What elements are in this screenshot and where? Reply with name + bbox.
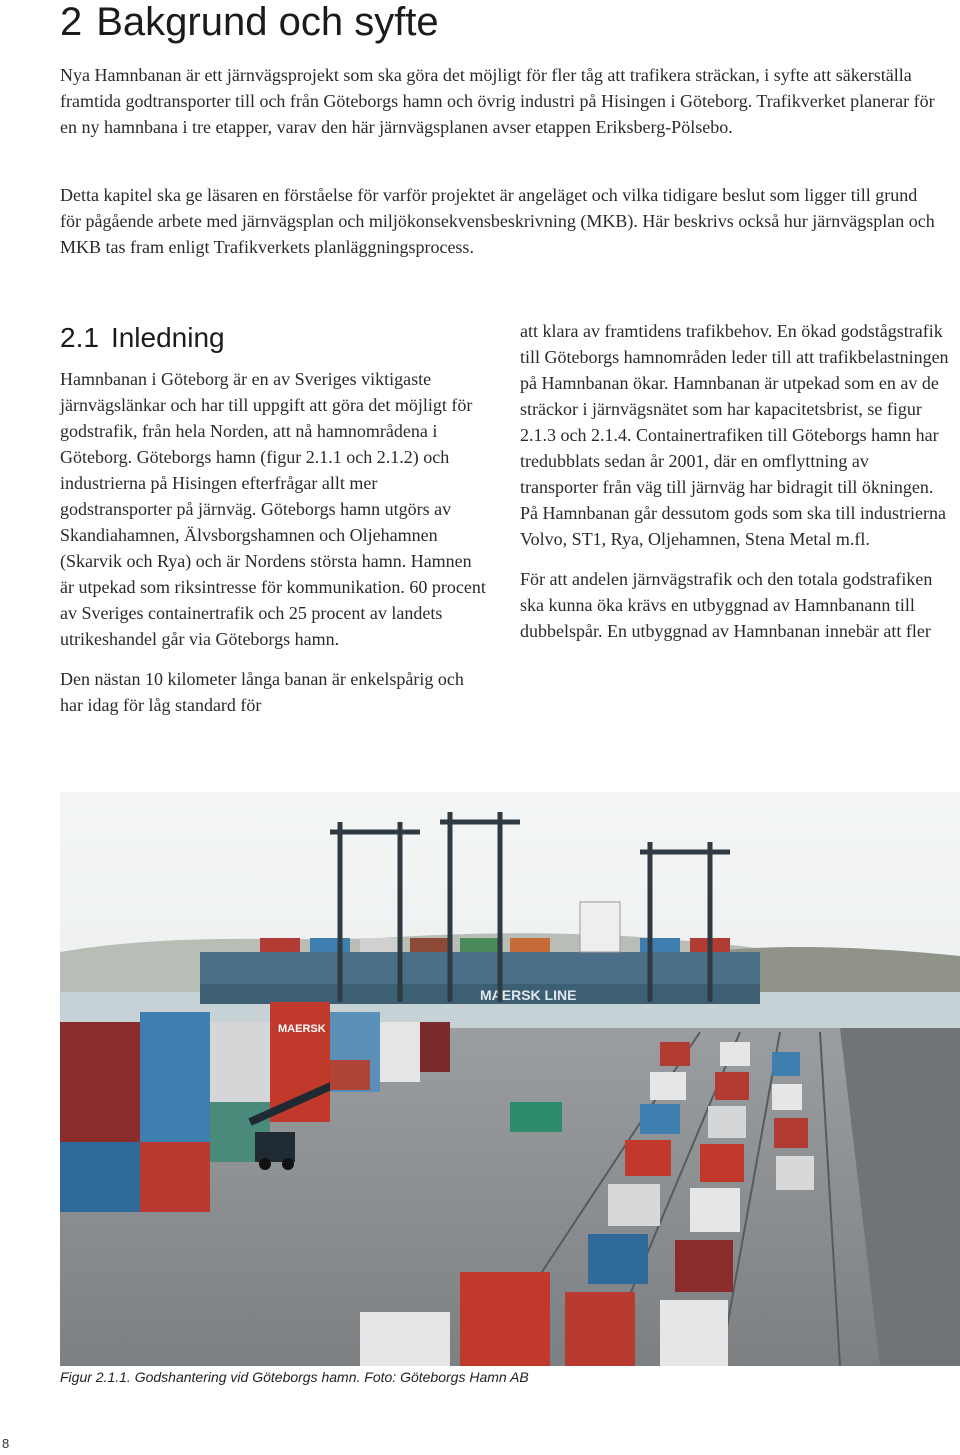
- stack-label: MAERSK: [278, 1023, 326, 1035]
- right-column: [520, 318, 950, 658]
- section-heading: [60, 0, 439, 44]
- subsection-title: Inledning: [110, 322, 225, 353]
- body-paragraph-right-2: För att andelen järnvägstrafik och den totala godstrafiken ska kunna öka krävs en utbyggnad av Hamnbanann till dubbelspår. En utbyggnad av Hamnbanan innebär att fler: [520, 569, 933, 641]
- harbor-photo: [60, 792, 960, 1366]
- section-number: 2: [60, 0, 83, 44]
- page-number: 8: [2, 1436, 10, 1451]
- ship-hull-label: MAERSK LINE: [480, 987, 577, 1003]
- body-paragraph-left-1: Hamnbanan i Göteborg är en av Sveriges viktigaste järnvägslänkar och har till uppgift att göra det möjligt för godstrafik, från hela Norden, att nå hamnområdena i Göteborg. Göteborgs hamn (figur 2.1.1 och 2.1.2) och industrierna på Hisingen efterfrågar allt mer godstransporter på järnväg. Göteborgs hamn utgörs av Skandiahamnen, Älvsborgshamnen och Oljehamnen (Skarvik och Rya) och är Nordens största hamn. Hamnen är utpekad som riksintresse för kommunikation. 60 procent av Sveriges containertrafik och 25 procent av landets utrikeshandel går via Göteborgs hamn.: [60, 369, 486, 649]
- figure-caption: Figur 2.1.1. Godshantering vid Göteborgs hamn. Foto: Göteborgs Hamn AB: [60, 1369, 529, 1385]
- body-paragraph-right-1: att klara av framtidens trafikbehov. En ökad godstågstrafik till Göteborgs hamnområden leder till att trafikbelastningen på Hamnbanan ökar. Hamnbanan är utpekad som en av de sträckor i järnvägsnätet som har kapacitetsbrist, se figur 2.1.3 och 2.1.4. Containertrafiken till Göteborgs hamn har tredubblats sedan år 2001, där en omflyttning av transporter från väg till järnväg har bidragit till ökningen. På Hamnbanan går dessutom gods som ska till industrierna Volvo, ST1, Rya, Oljehamnen, Stena Metal m.fl.: [520, 321, 949, 549]
- green-container: [510, 1102, 562, 1132]
- subsection-number: 2.1: [60, 322, 99, 353]
- intro-paragraph-1: Nya Hamnbanan är ett järnvägsprojekt som ska göra det möjligt för fler tåg att trafikera sträckan, i syfte att säkerställa framtida godtransporter till och från Göteborgs hamn och övrig industri på Hisingen i Göteborg. Trafikverket planerar för en ny hamnbana i tre etapper, varav den här järnvägsplanen avser etappen Eriksberg-Pölsebo.: [60, 65, 935, 137]
- intro-paragraph-2: Detta kapitel ska ge läsaren en förståelse för varför projektet är angeläget och vilka tidigare beslut som ligger till grund för pågående arbete med järnvägsplan och miljökonsekvensbeskrivning (MKB). Här beskrivs också hur järnvägsplan och MKB tas fram enligt Trafikverkets planläggningsprocess.: [60, 185, 935, 257]
- left-column: [60, 318, 490, 732]
- section-title: Bakgrund och syfte: [96, 0, 439, 44]
- subsection-heading: [60, 318, 490, 356]
- body-paragraph-left-2: Den nästan 10 kilometer långa banan är enkelspårig och har idag för låg standard för: [60, 669, 464, 715]
